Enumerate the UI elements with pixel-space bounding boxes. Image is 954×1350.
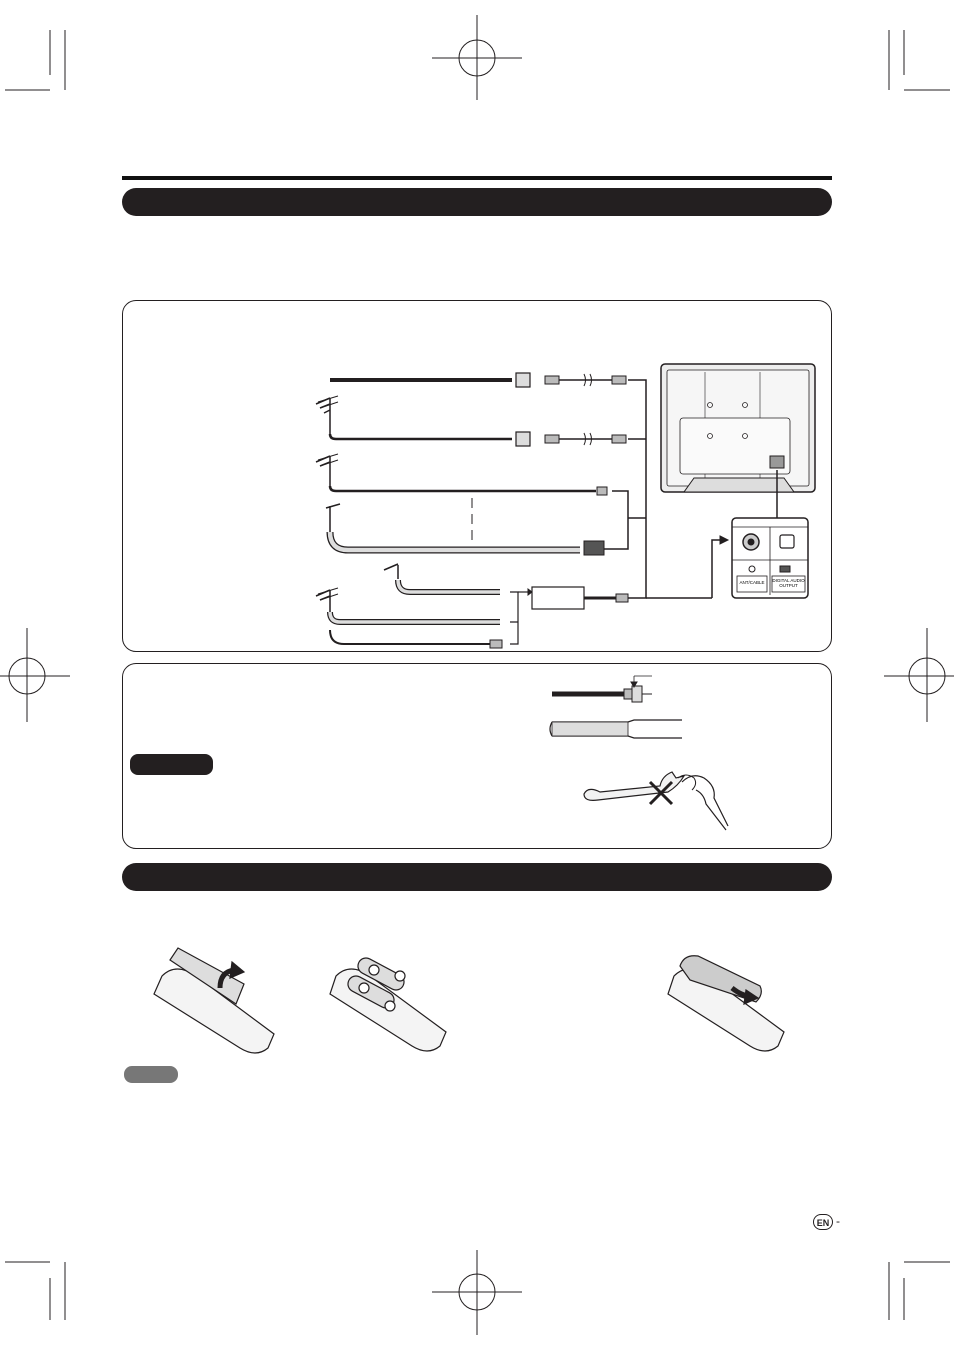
- page-suffix: -: [836, 1214, 840, 1228]
- ant-cable-port-label: ANT/CABLE: [739, 580, 765, 585]
- language-badge: EN: [813, 1214, 833, 1230]
- digital-audio-output-port-label: DIGITAL AUDIO OUTPUT: [772, 578, 805, 588]
- note-label-pill: [124, 1066, 178, 1083]
